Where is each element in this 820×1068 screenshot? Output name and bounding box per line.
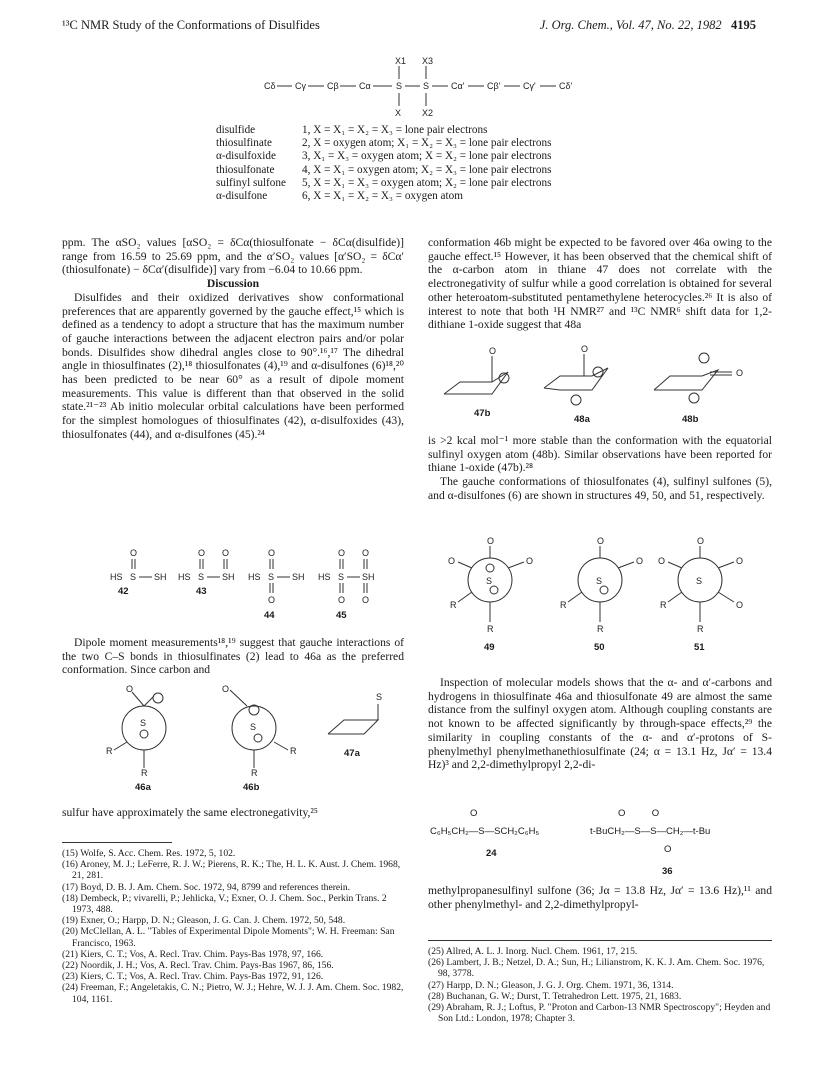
legend-row: thiosulfonate 4, X = X₁ = oxygen atom; X₂ = X₃ = lone pair electrons bbox=[216, 163, 552, 176]
section-heading: Discussion bbox=[206, 277, 260, 291]
svg-text:R: R bbox=[597, 624, 604, 634]
svg-text:O: O bbox=[338, 548, 346, 558]
svg-text:S: S bbox=[376, 692, 383, 702]
compound-label-49: 49 bbox=[484, 642, 495, 653]
atom-cgamma-prime: Cγ' bbox=[523, 81, 536, 91]
svg-text:O: O bbox=[222, 548, 230, 558]
left-column-end bbox=[62, 806, 404, 820]
atom-cdelta-prime: Cδ' bbox=[559, 81, 573, 91]
svg-text:O: O bbox=[268, 595, 276, 605]
reference: (21) Kiers, C. T.; Vos, A. Recl. Trav. Chim. Pays-Bas 1978, 97, 166. bbox=[62, 948, 324, 960]
legend-row: sulfinyl sulfone 5, X = X₁ = X₃ = oxygen atom; X₂ = lone pair electrons bbox=[216, 176, 552, 189]
compound-label-51: 51 bbox=[694, 642, 705, 653]
svg-text:O: O bbox=[736, 556, 744, 566]
running-head: ¹³C NMR Study of the Conformations of Disulfides bbox=[62, 18, 320, 32]
footnote-rule bbox=[62, 842, 172, 843]
svg-text:R: R bbox=[106, 746, 113, 756]
compound-label-43: 43 bbox=[196, 586, 207, 597]
svg-text:O: O bbox=[130, 548, 138, 558]
compound-label-42: 42 bbox=[118, 586, 129, 597]
page-number: 4195 bbox=[731, 18, 756, 32]
svg-text:R: R bbox=[660, 600, 667, 610]
reference: (29) Abraham, R. J.; Loftus, P. "Proton and Carbon-13 NMR Spectroscopy"; Heyden and Son Ltd.: London, 1978; Chapter 3. bbox=[428, 1002, 771, 1025]
structures-49-51 bbox=[430, 536, 770, 644]
atom-cgamma: Cγ bbox=[295, 81, 306, 91]
svg-text:HS: HS bbox=[110, 572, 123, 582]
svg-text:HS: HS bbox=[248, 572, 261, 582]
svg-text:R: R bbox=[487, 624, 494, 634]
svg-text:S: S bbox=[140, 718, 147, 728]
atom-cdelta: Cδ bbox=[264, 81, 276, 91]
atom-calpha-prime: Cα' bbox=[451, 81, 465, 91]
compound-label-44: 44 bbox=[264, 610, 275, 621]
svg-text:O: O bbox=[736, 600, 744, 610]
reference: (20) McClellan, A. L. "Tables of Experimental Dipole Moments"; W. H. Freeman: San Francisco, 1963. bbox=[62, 926, 395, 949]
paragraph: conformation 46b might be expected to be favored over 46a owing to the gauche effect.¹⁵ However, it has been observed that the chemical shift of the α-carbon atom in thiane 47 does not correlate with the electronegativity of sulfur while a good correlation is obtained for several other heteroatom-substituted pentamethylene heterocycles.²⁶ It is also of interest to note that both ¹H NMR²⁷ and ¹³C NMR⁶ shift data for 1,2-dithiane 1-oxide suggest that 48a bbox=[428, 236, 772, 332]
svg-text:O: O bbox=[268, 548, 276, 558]
reference: (16) Aroney, M. J.; LeFerre, R. J. W.; Pierens, R. K.; The, H. L. K. Aust. J. Chem. 1968, 21, 281. bbox=[62, 859, 401, 882]
svg-text:O: O bbox=[448, 556, 456, 566]
svg-text:SH: SH bbox=[362, 572, 375, 582]
footnote-rule bbox=[428, 940, 772, 941]
atom-calpha: Cα bbox=[359, 81, 371, 91]
paragraph: methylpropanesulfinyl sulfone (36; Jα = 13.8 Hz, Jα′ = 13.6 Hz),¹¹ and other phenylmethyl- and 2,2-dimethylpropyl- bbox=[428, 884, 772, 911]
svg-text:O: O bbox=[636, 556, 644, 566]
svg-text:O: O bbox=[362, 548, 370, 558]
svg-text:O: O bbox=[362, 595, 370, 605]
svg-text:HS: HS bbox=[318, 572, 331, 582]
svg-text:HS: HS bbox=[178, 572, 191, 582]
legend-row: α-disulfone 6, X = X₁ = X₂ = X₃ = oxygen atom bbox=[216, 190, 463, 203]
svg-text:S: S bbox=[130, 572, 137, 582]
legend-row: disulfide 1, X = X₁ = X₂ = X₃ = lone pair electrons bbox=[216, 124, 488, 136]
svg-text:O: O bbox=[222, 684, 230, 694]
right-column bbox=[428, 236, 772, 332]
compound-label-45: 45 bbox=[336, 610, 347, 621]
svg-text:O: O bbox=[126, 684, 134, 694]
svg-text:O: O bbox=[697, 536, 705, 546]
reference: (23) Kiers, C. T.; Vos, A. Recl. Trav. Chim. Pays-Bas 1972, 91, 126. bbox=[62, 971, 324, 983]
reference: (15) Wolfe, S. Acc. Chem. Res. 1972, 5, 102. bbox=[62, 848, 236, 859]
right-column-cont bbox=[428, 434, 772, 503]
compound-label-46b: 46b bbox=[243, 782, 260, 793]
svg-text:O: O bbox=[489, 346, 497, 356]
reference: (18) Dembeck, P.; vivarelli, P.; Jehlicka, V.; Exner, O. J. Chem. Soc., Perkin Trans. 2 1973, 488. bbox=[62, 892, 387, 916]
journal-citation: J. Org. Chem., Vol. 47, No. 22, 1982 4195 bbox=[539, 18, 756, 32]
reference: (17) Boyd, D. B. J. Am. Chem. Soc. 1972, 94, 8799 and references therein. bbox=[62, 881, 351, 893]
reference: (22) Noordik, J. H.; Vos, A. Recl. Trav. Chim. Pays-Bas 1967, 86, 156. bbox=[62, 960, 334, 972]
compound-label-48a: 48a bbox=[574, 414, 590, 425]
sub-x: X bbox=[395, 108, 402, 118]
paragraph: is >2 kcal mol⁻¹ more stable than the conformation with the equatorial sulfinyl oxygen atom (48b). Similar observations have been reported for thiane 1-oxide (47b).²⁸ bbox=[428, 434, 772, 475]
left-column bbox=[62, 236, 404, 442]
svg-text:O: O bbox=[736, 368, 744, 378]
svg-text:S: S bbox=[596, 576, 603, 586]
sub-x3: X3 bbox=[422, 56, 434, 66]
svg-text:SH: SH bbox=[154, 572, 167, 582]
general-structure bbox=[240, 58, 640, 124]
svg-text:R: R bbox=[141, 768, 148, 778]
reference: (27) Harpp, D. N.; Gleason, J. G. J. Org. Chem. 1971, 36, 1314. bbox=[428, 979, 674, 991]
reference: (19) Exner, O.; Harpp, D. N.; Gleason, J. G. Can. J. Chem. 1972, 50, 548. bbox=[62, 915, 346, 927]
svg-text:R: R bbox=[697, 624, 704, 634]
svg-text:O: O bbox=[581, 344, 589, 354]
svg-text:SH: SH bbox=[292, 572, 305, 582]
paragraph: The gauche conformations of thiosulfonates (4), sulfinyl sulfones (5), and α-disulfones (6) are shown in structures 49, 50, and 51, respectively. bbox=[428, 475, 772, 502]
svg-text:O: O bbox=[597, 536, 605, 546]
svg-text:O: O bbox=[658, 556, 666, 566]
legend-row: thiosulfinate 2, X = oxygen atom; X₁ = X₂ = X₃ = lone pair electrons bbox=[216, 137, 552, 150]
structures-46-47 bbox=[92, 684, 392, 790]
paragraph: ppm. The αSO₂ values [αSO₂ = δCα(thiosulfonate − δCα(disulfide)] range from 16.59 to 25.69 ppm, and the α′SO₂ values [α′SO₂ = δCα′(thiosulfonate) − δCα′(disulfide)] vary from −6.04 to 10.66 ppm. bbox=[62, 236, 404, 277]
compound-label-50: 50 bbox=[594, 642, 605, 653]
reference: (28) Buchanan, G. W.; Durst, T. Tetrahedron Lett. 1975, 21, 1683. bbox=[428, 990, 682, 1002]
reference: (25) Allred, A. L. J. Inorg. Nucl. Chem. 1961, 17, 215. bbox=[428, 946, 638, 957]
paragraph: Inspection of molecular models shows that the α- and α′-carbons and hydrogens in thiosulfinate 46a and thiosulfonate 49 are almost the same distance from the sulfinyl oxygen atom. Although coupling constants are not known to be affected significantly by through-space effects,²⁹ the similarity in coupling constants of the α- and α′-protons of S-phenylmethyl phenylmethanethiosulfinate (24; α = 13.1 Hz, Jα′ = 13.4 Hz)³ and 2,2-dimethylpropyl 2,2-di- bbox=[428, 676, 772, 772]
svg-text:O: O bbox=[198, 548, 206, 558]
right-column-cont2 bbox=[428, 676, 772, 772]
left-column-cont bbox=[62, 636, 404, 677]
svg-text:O: O bbox=[487, 536, 495, 546]
references-left bbox=[62, 848, 404, 1005]
structures-24-36: O C₆H₅CH₂—S—SCH₂C₆H₅ O O t-BuCH₂—S—S—CH₂—t-Bu O bbox=[430, 808, 711, 855]
paragraph: Dipole moment measurements¹⁸,¹⁹ suggest that gauche interactions of the two C–S bonds in thiosulfinates (2) lead to 46a as the preferred conformation. Since carbon and bbox=[62, 636, 404, 677]
legend-row: α-disulfoxide 3, X₁ = X₃ = oxygen atom; X = X₂ = lone pair electrons bbox=[216, 150, 552, 163]
svg-text:O: O bbox=[338, 595, 346, 605]
svg-text:R: R bbox=[290, 746, 297, 756]
atom-s2: S bbox=[423, 81, 430, 91]
reference: (26) Lambert, J. B.; Netzel, D. A.; Sun, H.; Lilianstrom, K. K. J. Am. Chem. Soc. 1976, 98, 3778. bbox=[428, 957, 765, 980]
atom-s1: S bbox=[396, 81, 403, 91]
compound-label-24: 24 bbox=[486, 848, 497, 859]
svg-text:R: R bbox=[560, 600, 567, 610]
svg-text:R: R bbox=[450, 600, 457, 610]
svg-text:S: S bbox=[250, 722, 257, 732]
paragraph: sulfur have approximately the same electronegativity,²⁵ bbox=[62, 806, 318, 819]
atom-cbeta: Cβ bbox=[327, 81, 339, 91]
svg-text:O: O bbox=[526, 556, 534, 566]
sub-x2: X2 bbox=[422, 108, 434, 118]
svg-text:S: S bbox=[198, 572, 205, 582]
compound-label-47b: 47b bbox=[474, 408, 491, 419]
svg-text:S: S bbox=[696, 576, 703, 586]
sub-x1: X1 bbox=[395, 56, 407, 66]
paragraph: Disulfides and their oxidized derivatives show conformational preferences that are apparently governed by the gauche effect,¹⁵ which is defined as a tendency to adopt a structure that has the maximum number of gauche interactions between the adjacent electron pairs and/or polar bonds. Disulfides show dihedral angles close to 90°.¹⁶,¹⁷ The dihedral angle in thiosulfinates (2),¹⁸ thiosulfonates (4),¹⁹ and α-disulfones (6)¹⁸,²⁰ has been predicted to be near 60° as a result of dipole moment measurements. This value is different than that observed in the solid state.²¹⁻²³ Ab initio molecular orbital calculations have been performed for the simplest homologues of thiosulfinates (42), α-disulfoxides (43), thiosulfonates (44), and α-disulfones (45).²⁴ bbox=[62, 290, 404, 441]
right-column-end bbox=[428, 884, 772, 911]
svg-text:S: S bbox=[486, 576, 493, 586]
svg-text:S: S bbox=[338, 572, 345, 582]
compound-legend bbox=[216, 124, 551, 203]
svg-text:R: R bbox=[251, 768, 258, 778]
references-right bbox=[428, 946, 772, 1024]
compound-label-48b: 48b bbox=[682, 414, 699, 425]
atom-cbeta-prime: Cβ' bbox=[487, 81, 501, 91]
compound-label-47a: 47a bbox=[344, 748, 360, 759]
svg-text:SH: SH bbox=[222, 572, 235, 582]
compound-label-46a: 46a bbox=[135, 782, 151, 793]
compound-label-36: 36 bbox=[662, 866, 673, 877]
reference: (24) Freeman, F.; Angeletakis, C. N.; Pietro, W. J.; Hehre, W. J. J. Am. Chem. Soc. 1982, 104, 1161. bbox=[62, 982, 404, 1005]
svg-text:S: S bbox=[268, 572, 275, 582]
